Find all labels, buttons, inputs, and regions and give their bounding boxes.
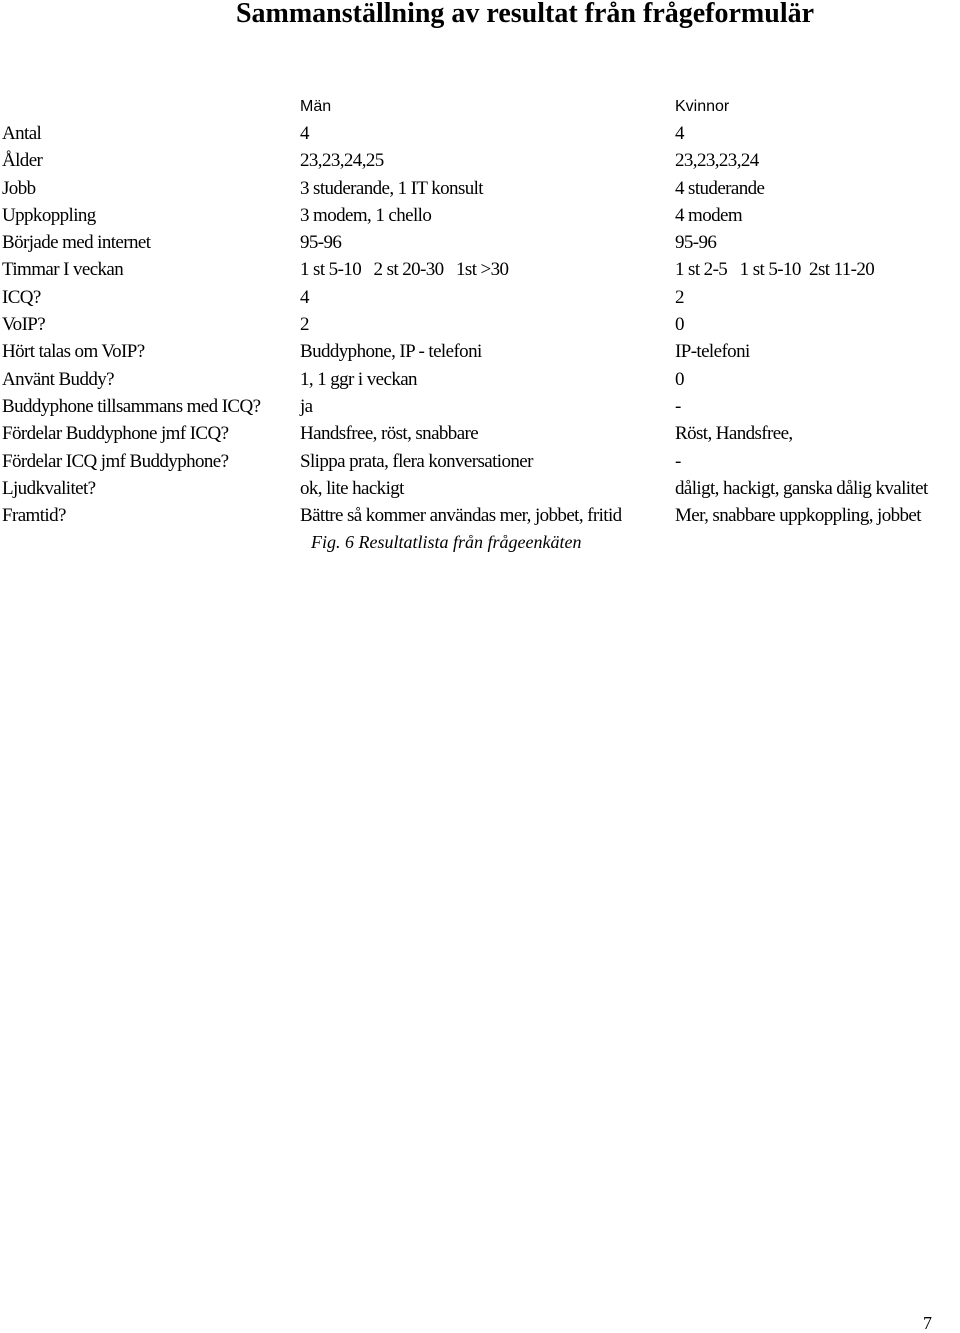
women-value: 4 modem — [675, 204, 743, 226]
women-value: Röst, Handsfree, — [675, 423, 793, 445]
women-value: Mer, snabbare uppkoppling, jobbet — [675, 505, 921, 527]
column-header-women: Kvinnor — [675, 98, 730, 115]
row-label: Jobb — [2, 177, 36, 199]
row-label: Framtid? — [2, 505, 66, 527]
table-row — [2, 175, 960, 202]
women-value: IP-telefoni — [675, 341, 750, 363]
men-value: Slippa prata, flera konversationer — [300, 450, 533, 472]
women-value: 23,23,23,24 — [675, 150, 759, 172]
column-header-men: Män — [300, 98, 332, 115]
figure-caption: Fig. 6 Resultatlista från frågeenkäten — [311, 532, 582, 552]
row-label: VoIP? — [2, 314, 46, 336]
table-row — [2, 311, 960, 338]
table-row — [2, 366, 960, 393]
table-row — [2, 393, 960, 420]
table-row — [2, 202, 960, 229]
row-label: ICQ? — [2, 286, 41, 308]
row-label: Fördelar Buddyphone jmf ICQ? — [2, 423, 229, 445]
men-value: 3 modem, 1 chello — [300, 204, 432, 226]
men-value: 1, 1 ggr i veckan — [300, 368, 417, 390]
men-value: 23,23,24,25 — [300, 150, 384, 172]
table-row — [2, 338, 960, 365]
page-title: Sammanställning av resultat från frågeformulär — [235, 0, 815, 29]
table-row — [2, 256, 960, 283]
men-value: ok, lite hackigt — [300, 477, 404, 499]
women-value: 4 — [675, 123, 684, 144]
men-value: 95-96 — [300, 232, 342, 254]
row-label: Hört talas om VoIP? — [2, 341, 145, 363]
women-value: 2 — [675, 286, 684, 308]
row-label: Ljudkvalitet? — [2, 477, 96, 499]
men-value: 2 — [300, 314, 309, 336]
women-value: 4 studerande — [675, 177, 765, 199]
women-value: - — [675, 395, 681, 417]
women-value: 1 st 2-5 1 st 5-10 2st 11-20 — [675, 259, 875, 281]
men-value: 4 — [300, 123, 309, 144]
women-value: - — [675, 450, 681, 472]
row-label: Använt Buddy? — [2, 368, 114, 390]
women-value: 0 — [675, 314, 684, 336]
men-value: 1 st 5-10 2 st 20-30 1st >30 — [300, 259, 509, 281]
table-row — [2, 420, 960, 447]
table-row — [2, 147, 960, 174]
table-row — [2, 284, 960, 311]
men-value: 3 studerande, 1 IT konsult — [300, 177, 483, 199]
men-value: 4 — [300, 286, 309, 308]
row-label: Uppkoppling — [2, 204, 96, 226]
row-label: Timmar I veckan — [2, 259, 124, 281]
women-value: 95-96 — [675, 232, 717, 254]
row-label: Buddyphone tillsammans med ICQ? — [2, 395, 261, 417]
results-table — [2, 120, 960, 529]
table-row — [2, 475, 960, 502]
page-number: 7 — [923, 1313, 932, 1333]
row-label: Ålder — [2, 150, 43, 172]
women-value: 0 — [675, 368, 684, 390]
row-label: Antal — [2, 123, 42, 144]
table-row — [2, 120, 960, 147]
men-value: Buddyphone, IP - telefoni — [300, 341, 482, 363]
row-label: Började med internet — [2, 232, 151, 254]
men-value: ja — [300, 395, 313, 417]
table-row — [2, 448, 960, 475]
table-row — [2, 502, 960, 529]
men-value: Handsfree, röst, snabbare — [300, 423, 479, 445]
women-value: dåligt, hackigt, ganska dålig kvalitet — [675, 477, 928, 499]
row-label: Fördelar ICQ jmf Buddyphone? — [2, 450, 229, 472]
men-value: Bättre så kommer användas mer, jobbet, fritid — [300, 505, 622, 527]
table-row — [2, 229, 960, 256]
